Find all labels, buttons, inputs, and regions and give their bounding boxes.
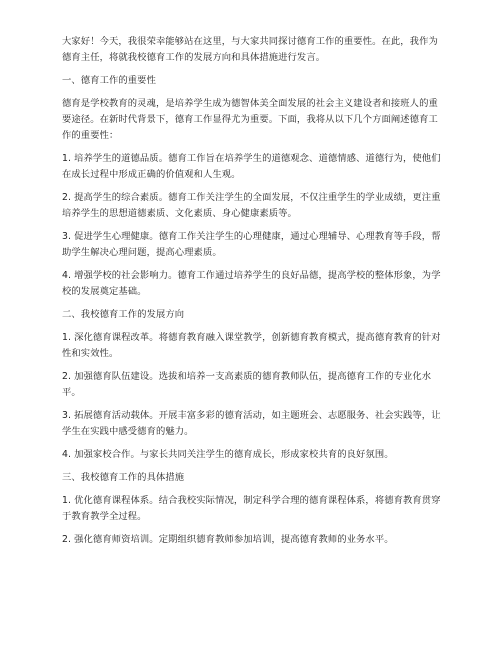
- section-heading-1: 一、德育工作的重要性: [62, 75, 156, 86]
- section-heading-2: 二、我校德育工作的发展方向: [62, 309, 185, 320]
- list-item: 3. 拓展德育活动载体。开展丰富多彩的德育活动，如主题班会、志愿服务、社会实践等，让学生在实践中感受德育的魅力。: [62, 410, 441, 437]
- list-item: 1. 优化德育课程体系。结合我校实际情况，制定科学合理的德育课程体系，将德育教育贯穿于教育教学全过程。: [62, 495, 441, 522]
- list-item: 2. 提高学生的综合素质。德育工作关注学生的全面发展，不仅注重学生的学业成绩，更注重培养学生的思想道德素质、文化素质、身心健康素质等。: [62, 192, 441, 219]
- intro-paragraph: 大家好！今天，我很荣幸能够站在这里，与大家共同探讨德育工作的重要性。在此，我作为德育主任，将就我校德育工作的发展方向和具体措施进行发言。: [62, 36, 438, 63]
- list-item: 2. 加强德育队伍建设。选拔和培养一支高素质的德育教师队伍，提高德育工作的专业化水平。: [62, 371, 432, 398]
- list-item: 3. 促进学生心理健康。德育工作关注学生的心理健康，通过心理辅导、心理教育等手段，帮助学生解决心理问题，提高心理素质。: [62, 231, 441, 258]
- list-item: 2. 强化德育师资培训。定期组织德育教师参加培训，提高德育教师的业务水平。: [62, 534, 394, 545]
- list-item: 4. 增强学校的社会影响力。德育工作通过培养学生的良好品德，提高学校的整体形象，为学校的发展奠定基础。: [62, 270, 441, 297]
- list-item: 4. 加强家校合作。与家长共同关注学生的德育成长，形成家校共育的良好氛围。: [62, 449, 394, 460]
- body-paragraph: 德育是学校教育的灵魂，是培养学生成为德智体美全面发展的社会主义建设者和接班人的重要途径。在新时代背景下，德育工作显得尤为重要。下面，我将从以下几个方面阐述德育工作的重要性：: [62, 98, 438, 141]
- list-item: 1. 深化德育课程改革。将德育教育融入课堂教学，创新德育教育模式，提高德育教育的针对性和实效性。: [62, 332, 441, 359]
- section-heading-3: 三、我校德育工作的具体措施: [62, 472, 185, 483]
- list-item: 1. 培养学生的道德品质。德育工作旨在培养学生的道德观念、道德情感、道德行为，使他们在成长过程中形成正确的价值观和人生观。: [62, 153, 441, 180]
